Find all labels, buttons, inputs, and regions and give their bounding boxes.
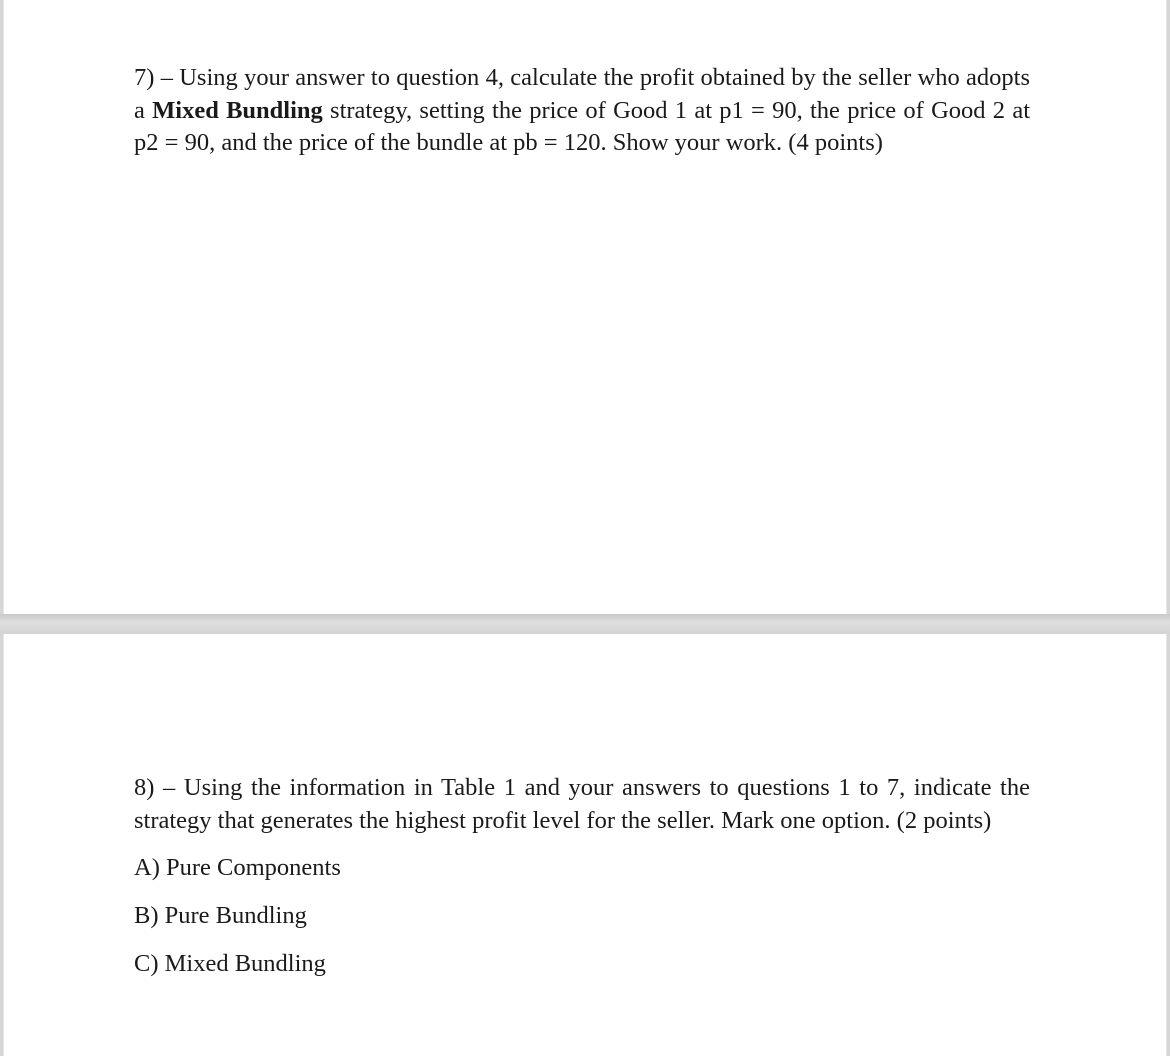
option-b[interactable]: B) Pure Bundling: [134, 902, 307, 929]
option-a[interactable]: A) Pure Components: [134, 854, 341, 881]
question-7-rest: strategy, setting the price of Good 1 at p1 = 90, the price of Good 2 at p2 = 90, and the price of the bundle at pb = 120. Show your work. (4 points): [134, 96, 1031, 156]
answer-options: [134, 850, 341, 994]
question-7-bold-term: Mixed Bundling: [152, 96, 323, 124]
question-8: 8) – Using the information in Table 1 and your answers to questions 1 to 7, indicate the strategy that generates the highest profit level for the seller. Mark one option. (2 points): [134, 774, 1030, 834]
page-separator: [0, 614, 1170, 634]
question-7-intro: 7) – Using your answer to question 4, calculate the profit obtained by the seller who adopts a: [134, 64, 1030, 124]
option-c[interactable]: C) Mixed Bundling: [134, 950, 326, 977]
question-7: [134, 62, 1030, 160]
